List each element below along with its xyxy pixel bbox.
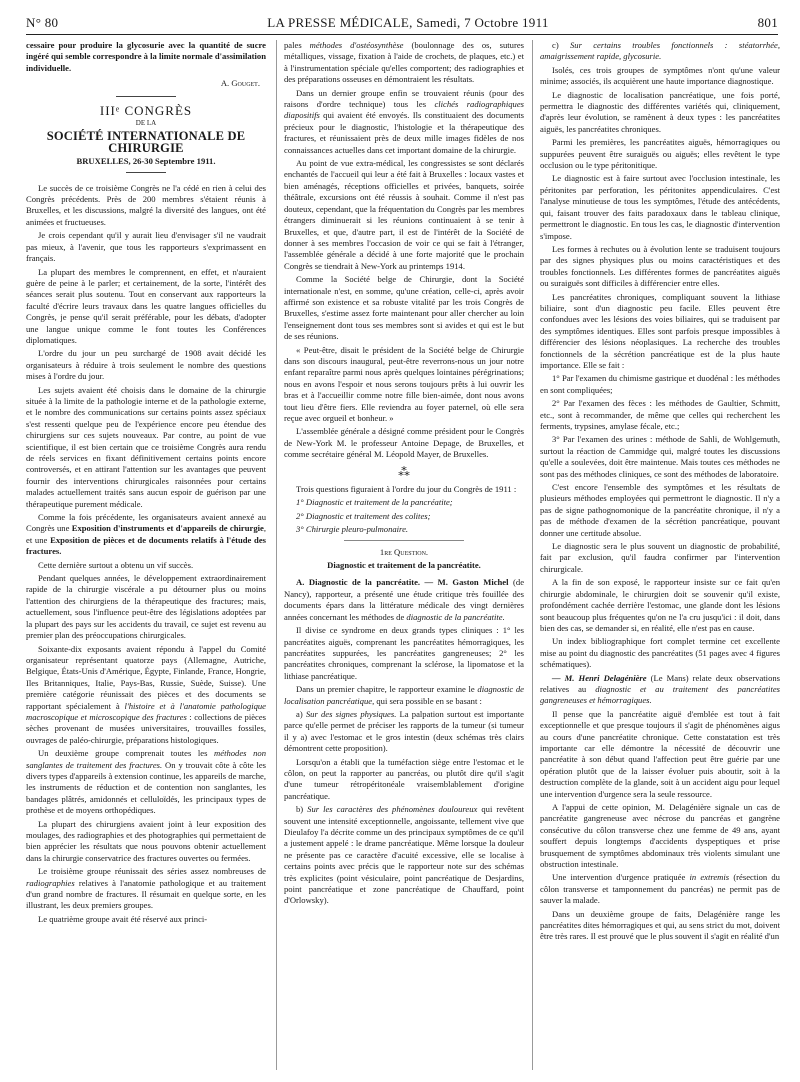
paragraph: Isolés, ces trois groupes de symptômes n'ont qu'une valeur minime; associés, ils acquièrent une haute importance diagnostique. — [540, 64, 780, 87]
paragraph: « Peut-être, disait le président de la Société belge de Chirurgie dans son discours inaugural, peut-être reverrons-nous un jour notre enfant reparaître parmi nous après quelques lointaines pérégrinations; nous en avons l'espoir et nous serons toujours prêts à lui ouvrir les bras et à l'accueillir comme notre fille bien-aimée, dont nous avons tout lieu d'être fiers. Elle reviendra au foyer paternel, où elle sera reçue avec orgueil et bonheur. » — [284, 344, 524, 423]
paragraph: La plupart des chirurgiens avaient joint à leur exposition des moulages, des radiographies et des photographies qui permettaient de bien apprécier les résultats que nous pouvons obtenir actuellement dans la chirurgie conservatrice des fractures ouvertes ou fermées. — [26, 818, 266, 863]
congress-title: IIIᵉ CONGRÈS — [99, 102, 193, 118]
paragraph: La plupart des membres le comprennent, en effet, et n'auraient guère de peine à le parler; et certainement, de la sorte, l'intérêt des séances serait plus soutenu. Tout en conservant aux rapporteurs la faculté d'écrire leurs travaux dans les quatre langues officielles du Congrès, je pense qu'il serait préférable, pour les débats, d'adopter une langue unique comme le font toutes les Conférences diplomatiques. — [26, 266, 266, 345]
paragraph: Au point de vue extra-médical, les congressistes se sont déclarés enchantés de l'accueil qui leur a été fait à Bruxelles : locaux vastes et bien aménagés, réceptions officielles et privées, banquets, soirée théâtrale, excursions ont été réussis à souhait. Comme il n'est pas douteux, cependant, que la fréquentation du Congrès par les membres étrangers diminuerait si les réunions continuaient à se tenir à Bruxelles, et que, d'autre part, il est de l'intérêt de la Société de donner à ses membres l'occasion de voir ce qui se fait à l'étranger, l'assemblée générale a décidé à une forte majorité que le prochain Congrès se tiendrait à New-York au printemps 1914. — [284, 158, 524, 271]
paragraph: L'ordre du jour un peu surchargé de 1908 avait décidé les organisateurs à réduire à trois seulement le nombre des questions mises à l'ordre du jour. — [26, 348, 266, 382]
paragraph: Il pense que la pancréatite aiguë d'emblée est tout à fait exceptionnelle et que presque toujours il s'agit de phénomènes aigus au cours d'une pancréatite chronique. Cette constatation est très importante car elle démontre la nécessité de découvrir une pancréatite à son début quand l'affection peut être guérie par une opération plutôt que de la laisser évoluer puis aboutir, soit à la destruction complète de la glande, soit à un accident aigu pour lequel une intervention d'urgence sera la seule ressource. — [540, 708, 780, 799]
paragraph: a) Sur des signes physiques. La palpation surtout est importante parce qu'elle permet de préciser les rapports de la tumeur (si tumeur il y a) avec l'estomac et le gros intestin (deux schémas très clairs démontrent cette proposition). — [284, 708, 524, 754]
paragraph: b) Sur les caractères des phénomènes douloureux qui revêtent souvent une intensité exceptionnelle, angoissante, tellement vive que Dieulafoy l'a décrite comme un des principaux symptômes de ce qu'il a justement appelé : le drame pancréatique. Même lorsque la douleur ne présente pas ce caractère d'acuité excessive, elle se localise à certains points avec précis que le rapporteur note sur des schémas très explicites (point vésiculaire, point pancréatique de Desjardins, point pancréatique et zone pancréatique de Chauffard, point d'Orlowsky). — [284, 804, 525, 906]
paragraph: Pendant quelques années, le développement extraordinairement rapide de la chirurgie viscérale a pu détourner plus ou moins l'attention des chirurgiens de la thérapeutique des fractures; mais, actuellement, sous l'influence peut-être des législations adoptées par la plupart des pays sur les accidents du travail, ce sujet est revenu au premier plan des préoccupations chirurgicales. — [26, 573, 266, 641]
paragraph: Les sujets avaient été choisis dans le domaine de la chirurgie située à la limite de la pathologie interne et de la pathologie externe, et le nombre des communications sur certains points assez spéciaux s'est ressenti quelque peu de l'expérience encore peu étendue des chirurgiens sur ces sujets nouveaux. Par contre, au point de vue scientifique, il est bien certain que ce troisième Congrès aura rendu de réels services en fixant définitivement certains points encore controversés, et en attirant l'attention sur les avantages que peuvent fournir des interventions chirurgicales raisonnées pour certains malades actuellement traités sans aucun espoir de guérison par une thérapeutique purement médicale. — [26, 384, 266, 509]
paragraph: Le diagnostic est à faire surtout avec l'occlusion intestinale, les péritonites par perforation, les péritonites appendiculaires. C'est l'analyse minutieuse de tous les symptômes, l'étude des antécédents, qui, faisant trouver des faits paradoxaux dans le tableau clinique, permettront le diagnostic. En tous les cas, le diagnostic d'intervention s'impose. — [540, 173, 780, 241]
column-2 — [284, 40, 524, 909]
paragraph: 3° Par l'examen des urines : méthode de Sahli, de Wohlgemuth, surtout la réaction de Cammidge qui, malgré toutes les discussions qu'elle a soulevées, doit être maintenue. Mais toutes ces méthodes ne sont pas des méthodes cliniques, ce sont des méthodes de laboratoire. — [540, 434, 780, 479]
paragraph: Le quatrième groupe avait été réservé aux princi- — [38, 913, 208, 924]
header-rule — [26, 34, 778, 35]
column-divider — [532, 40, 533, 1070]
journal-title: LA PRESSE MÉDICALE, Samedi, 7 Octobre 1911 — [267, 15, 549, 30]
congress-heading — [26, 102, 266, 173]
paragraph: Les pancréatites chroniques, compliquant souvent la lithiase biliaire, sont d'un diagnostic peu facile. Elles peuvent être confondues avec les lésions des voies biliaires, qui se traduisent par des symptômes identiques. Elles sont parfois presque impossibles à différencier des lésions néoplasiques. La recherche des troubles fonctionnels de la sécrétion pancréatique est de la plus haute importance. Elle se fait : — [540, 291, 780, 370]
asterism-separator: ⁂ — [398, 464, 410, 479]
paragraph: 1° Par l'examen du chimisme gastrique et duodénal : les méthodes en sont compliquées; — [540, 373, 780, 395]
paragraph: pales méthodes d'ostéosynthèse (boulonnage des os, sutures métalliques, vissage, fixation à l'aide de crochets, de plaques, etc.) et à l'instrumentation spéciale qu'elles comportent; des radiographies et des préparations osseuses en démontraient les résultats. — [284, 40, 524, 85]
section-separator — [116, 96, 176, 97]
paragraph: Dans un deuxième groupe de faits, Delagénière range les pancréatites dites hémorragiques et qui, au sens strict du mot, doivent être très rares. Il est prouvé que le plus souvent il s'agit en réalité d'un — [540, 908, 780, 942]
paragraph: Dans un dernier groupe enfin se trouvaient réunis (pour des raisons d'ordre technique) tous les clichés radiographiques diapositifs qui avaient été envoyés. Ils constituaient des documents précieux pour le diagnostic, l'histologie et la thérapeutique des fractures, et réunissaient près de deux mille images fidèles de nos connaissances actuelles dans cet important domaine de la chirurgie. — [284, 87, 524, 155]
paragraph: Une intervention d'urgence pratiquée in extremis (résection du côlon transverse et tamponnement du pancréas) ne permit pas de sauver la malade. — [540, 872, 780, 906]
congress-name: SOCIÉTÉ INTERNATIONALE DE CHIRURGIE — [46, 129, 246, 155]
column-1 — [26, 40, 266, 927]
page-header — [26, 14, 778, 32]
paragraph: Le diagnostic sera le plus souvent un diagnostic de probabilité, fait par exclusion, qu'il faudra confirmer par l'intervention chirurgicale. — [540, 541, 780, 574]
paragraph: Trois questions figuraient à l'ordre du jour du Congrès de 1911 : — [296, 484, 517, 495]
page-number: 801 — [757, 15, 778, 30]
paragraph: L'assemblée générale a désigné comme président pour le Congrès de New-York M. le professeur Antoine Depage, de Bruxelles, et comme secrétaire général M. Léopold Mayer, de Bruxelles. — [284, 426, 524, 460]
list-item: 3° Chirurgie pleuro-pulmonaire. — [296, 524, 409, 535]
paragraph: Un index bibliographique fort complet termine cet excellente mise au point du diagnostic des pancréatites (51 pages avec 4 figures schématiques). — [540, 636, 780, 670]
paragraph: Le succès de ce troisième Congrès ne l'a cédé en rien à celui des Congrès précédents. Près de 200 membres s'étaient réunis à Bruxelles, et les discussions, malgré la diversité des langues, ont été animées et fructueuses. — [26, 182, 266, 227]
paragraph: A la fin de son exposé, le rapporteur insiste sur ce fait qu'en chirurgie abdominale, le chirurgien doit se souvenir qu'il existe, profondément cachée derrière l'estomac, une glande dont les lésions sont beaucoup plus fréquentes qu'on ne l'a cru jusqu'ici : il doit, dans bien des cas, se demander si, en réalité, elle n'est pas en cause. — [540, 577, 780, 633]
paragraph: Il divise ce syndrome en deux grands types cliniques : 1° les pancréatites aiguës, comprenant les pancréatites hémorragiques, les pancréatites suppurées, les pancréatites gangreneuses; 2° les pancréatites chroniques, comprenant la sclérose, la lipomatose et la lithiase pancréatique. — [284, 625, 524, 681]
paragraph: A l'appui de cette opinion, M. Delagénière signale un cas de pancréatite gangreneuse avec nécrose du pancréas et gangrène consécutive du côlon transverse chez une femme de 49 ans, ayant souffert depuis longtemps d'accidents dyspeptiques et prise brusquement de symptômes abdominaux très violents simulant une obstruction intestinale. — [540, 802, 780, 870]
list-item: 1° Diagnostic et traitement de la pancréatite; — [296, 497, 453, 508]
paragraph: Cette dernière surtout a obtenu un vif succès. — [38, 559, 194, 570]
paragraph: Comme la fois précédente, les organisateurs avaient annexé au Congrès une Exposition d'instruments et d'appareils de chirurgie, et une Exposition de pièces et de documents relatifs à l'étude des fractures. — [26, 512, 266, 557]
paragraph: C'est encore l'ensemble des symptômes et les résultats de plusieurs méthodes employées qui permettront le diagnostic. Il n'y a pas de signe pathognomonique de la pancréatite chronique, il n'y a pas de méthode d'examen de la sécrétion pancréatique, pouvant donner une certitude absolue. — [540, 482, 780, 538]
question-title: Diagnostic et traitement de la pancréatite. — [327, 560, 481, 571]
congress-place: BRUXELLES, 26-30 Septembre 1911. — [76, 156, 216, 167]
paragraph: cessaire pour produire la glycosurie avec la quantité de sucre ingéré qui semble correspondre à la limite normale d'assimilation individuelle. — [26, 40, 266, 73]
question-list — [284, 497, 524, 535]
paragraph: Parmi les premières, les pancréatites aiguës, hémorragiques ou suppurées peuvent être suraiguës ou aiguës; elles revêtent le type occlusion ou le type péritonitique. — [540, 137, 780, 171]
column-divider — [276, 40, 277, 1070]
paragraph: Comme la Société belge de Chirurgie, dont la Société internationale n'est, en somme, qu'une création, celle-ci, après avoir affirmé son existence et sa robuste vitalité par les trois Congrès de Bruxelles, s'estime assez forte maintenant pour aller chercher au loin l'enseignement dont tous ses membres sont si avides et qui est le but de ses réunions. — [284, 274, 524, 342]
list-item: 2° Diagnostic et traitement des colites; — [296, 510, 431, 521]
author-signature: A. Gouget. — [220, 78, 260, 89]
section-separator — [344, 540, 464, 541]
paragraph: Soixante-dix exposants avaient répondu à l'appel du Comité organisateur représentant quatorze pays (Allemagne, Autriche, Belgique, États-Unis d'Amérique, Égypte, Finlande, France, Hongrie, Iles Britanniques, Italie, Pays-Bas, Russie, Suède, Suisse). Une première catégorie réunissait des pièces et des documents se rapportant spécialement à l'histoire et à l'anatomie pathologique macroscopique et microscopique des fractures : collections de pièces sèches provenant de musées universitaires, trouvailles fossiles, ouvrages de paléo-chirurgie, préparations histologiques. — [26, 643, 266, 745]
paragraph: — M. Henri Delagénière (Le Mans) relate deux observations relatives au diagnostic et au traitement des pancréatites gangreneuses et hémorragiques. — [540, 672, 781, 706]
paragraph: Le troisième groupe réunissait des séries assez nombreuses de radiographies relatives à l'anatomie pathologique et au traitement d'un grand nombre de fractures. Il résumait en quelque sorte, en les illustrant, les deux premiers groupes. — [26, 866, 266, 911]
issue-number: N° 80 — [26, 15, 59, 30]
paragraph: c) Sur certains troubles fonctionnels : stéatorrhée, amaigrissement rapide, glycosurie. — [540, 40, 780, 62]
paragraph: A. Diagnostic de la pancréatite. — M. Gaston Michel (de Nancy), rapporteur, a présenté une étude critique très fouillée des documents épars dans la littérature médicale des vingt dernières années concernant les méthodes de diagnostic de la pancréatite. — [284, 577, 525, 622]
paragraph: Dans un premier chapitre, le rapporteur examine le diagnostic de localisation pancréatique, qui sera possible en se basant : — [284, 684, 524, 706]
paragraph: Les formes à rechutes ou à évolution lente se traduisent toujours par des signes physiques plus ou moins caractéristiques et des troubles fonctionnels. Les différentes formes de pancréatites aiguës ou suraiguës sont difficiles à différencier entre elles. — [540, 243, 780, 289]
question-heading: 1re Question. — [379, 546, 429, 557]
paragraph: Un deuxième groupe comprenait toutes les méthodes non sanglantes de traitement des fractures. On y trouvait côte à côte les divers types d'appareils à extension continue, les appareils de marche, les instruments de réduction et de contention non sanglantes, les bandages plâtrés, amidonnés et celluloïdés, les principaux types de prothèse et de moyens orthopédiques. — [26, 748, 266, 816]
paragraph: Lorsqu'on a établi que la tuméfaction siège entre l'estomac et le côlon, on peut la rapporter au pancréas, ou plutôt dire qu'il s'agit d'une tumeur rétropéritonéale vraisemblablement d'origine pancréatique. — [284, 756, 524, 801]
paragraph: 2° Par l'examen des fèces : les méthodes de Gaultier, Schmitt, etc., sont à recommander, de même que celles qui recherchent les ferments, trypsines, amylase fécale, etc.; — [540, 398, 780, 431]
paragraph: Le diagnostic de localisation pancréatique, une fois porté, permettra le diagnostic des différentes variétés qui, cliniquement, d'après leur évolution, se ramènent à deux types : les pancréatites aiguës, les pancréatites chroniques. — [540, 89, 780, 134]
heading-underline — [126, 172, 166, 173]
column-3 — [540, 40, 780, 945]
congress-of: DE LA — [135, 119, 157, 128]
paragraph: Je crois cependant qu'il y aurait lieu d'envisager s'il ne vaudrait pas mieux, à l'avenir, que tous les rapporteurs s'exprimassent en français. — [26, 230, 266, 264]
